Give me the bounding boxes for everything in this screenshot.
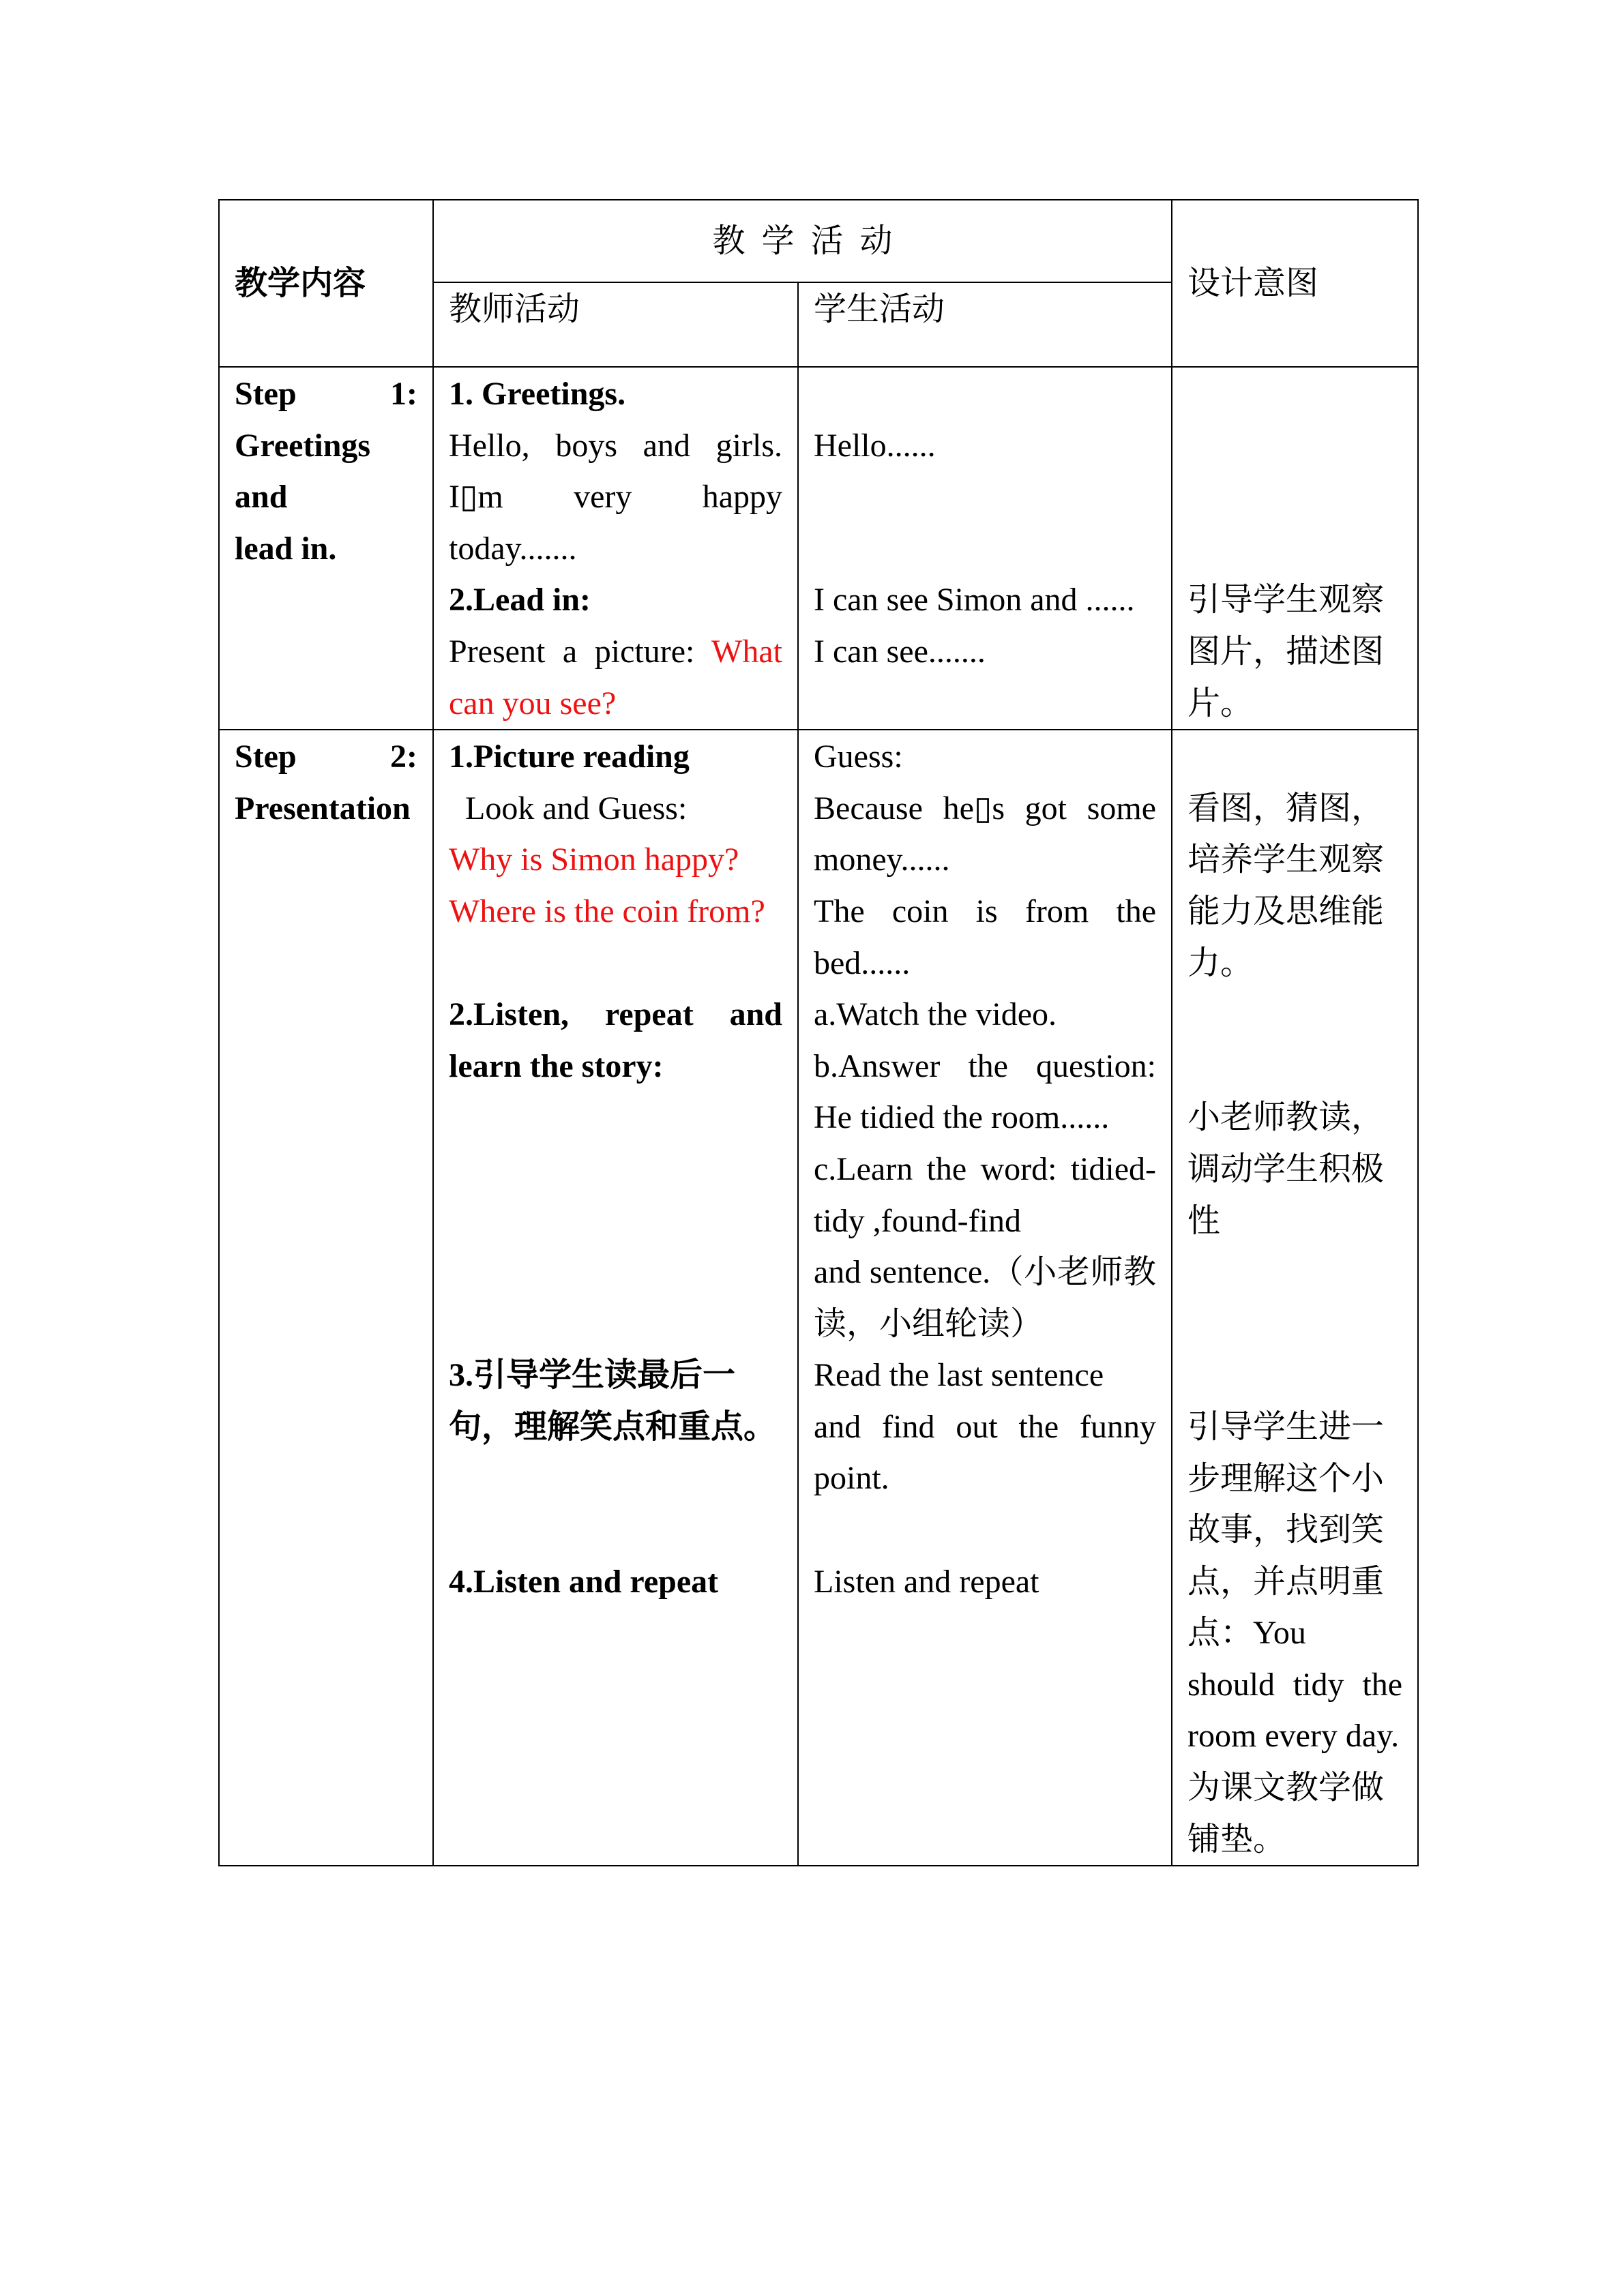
- intent-text-line: 性: [1187, 1202, 1221, 1239]
- student-text-line: Guess:: [814, 739, 903, 775]
- step2-intent-cell: [1172, 730, 1418, 1866]
- step1-teacher-cell: [433, 367, 798, 730]
- intent-text-line: 片。: [1187, 685, 1254, 721]
- spacer: [1187, 1247, 1402, 1401]
- step2-content-cell: [219, 730, 433, 1866]
- greetings-title: 1. Greetings.: [449, 376, 626, 412]
- student-text-line: c.Learn the word: tidied-: [814, 1150, 1157, 1187]
- step2-row: [219, 730, 1418, 1866]
- teacher-question-text: can you see?: [449, 685, 617, 721]
- intent-text-line: 调动学生积极: [1187, 1150, 1385, 1187]
- header-student-cell: [798, 282, 1172, 367]
- teacher-question-text: What: [711, 633, 782, 670]
- step2-label-line: Step 2:: [235, 739, 417, 775]
- student-text-line: b.Answer the question:: [814, 1047, 1157, 1084]
- intent-text-line: 为课文教学做: [1187, 1770, 1385, 1806]
- spacer: [814, 471, 1156, 574]
- step2-teacher-cell: [433, 730, 798, 1866]
- spacer: [449, 938, 782, 989]
- spacer: [1187, 368, 1402, 574]
- spacer: [449, 1453, 782, 1556]
- teacher-question-text: Why is Simon happy?: [449, 841, 739, 878]
- student-text-line: and sentence.（小老师教: [814, 1254, 1157, 1291]
- intent-text-line: 点：You: [1187, 1615, 1306, 1652]
- student-text-line: bed......: [814, 944, 911, 981]
- spacer: [1187, 989, 1402, 1092]
- step1-label-line: and: [235, 479, 288, 516]
- header-teacher-cell: [433, 282, 798, 367]
- spacer: [449, 1092, 782, 1350]
- header-intent-cell: [1172, 200, 1418, 367]
- teacher-text-line: Hello, boys and girls.: [449, 427, 782, 464]
- header-teacher-label: 教师活动: [449, 291, 580, 327]
- student-text-line: He tidied the room......: [814, 1099, 1110, 1136]
- student-text-line: Hello......: [814, 427, 936, 464]
- header-activities-label: 教 学 活 动: [712, 223, 893, 260]
- student-text-line: Listen and repeat: [814, 1563, 1039, 1600]
- intent-text-line: 小老师教读，: [1187, 1099, 1385, 1136]
- step2-label-line: Presentation: [235, 790, 411, 826]
- header-content-cell: [219, 200, 433, 367]
- student-text-line: and find out the funny: [814, 1408, 1157, 1445]
- intent-text-line: 看图，猜图，: [1187, 790, 1385, 826]
- spacer: [1187, 731, 1402, 783]
- present-picture-text: Present a picture:: [449, 633, 695, 670]
- intent-text-line: 步理解这个小: [1187, 1460, 1385, 1497]
- step1-label-line: Greetings: [235, 427, 371, 464]
- teacher-text-line: I▯m very happy: [449, 479, 782, 516]
- student-text-line: I can see.......: [814, 633, 986, 670]
- lead-in-title: 2.Lead in:: [449, 582, 591, 618]
- step1-student-cell: [798, 367, 1172, 730]
- step1-row: [219, 367, 1418, 730]
- intent-text-line: room every day.: [1187, 1718, 1400, 1755]
- student-text-line: money......: [814, 841, 950, 878]
- listen-repeat-title: 4.Listen and repeat: [449, 1563, 719, 1600]
- step2-student-cell: [798, 730, 1172, 1866]
- step1-label-line: Step 1:: [235, 376, 417, 412]
- teacher-text-line: today.......: [449, 530, 577, 567]
- intent-text-line: 故事，找到笑: [1187, 1512, 1385, 1549]
- step1-label-line: lead in.: [235, 530, 337, 567]
- student-text-line: The coin is from the: [814, 893, 1157, 929]
- table-body: [219, 200, 1418, 1866]
- intent-text-line: 点，并点明重: [1187, 1563, 1385, 1600]
- student-text-line: tidy ,found-find: [814, 1202, 1021, 1239]
- intent-text-line: 培养学生观察: [1187, 841, 1385, 878]
- look-and-guess-text: Look and Guess:: [465, 790, 688, 826]
- step1-intent-cell: [1172, 367, 1418, 730]
- teacher-question-text: Where is the coin from?: [449, 893, 765, 929]
- present-picture-line: [449, 626, 782, 678]
- intent-text-line: 力。: [1187, 944, 1254, 981]
- step1-content-cell: [219, 367, 433, 730]
- picture-reading-title: 1.Picture reading: [449, 739, 690, 775]
- student-text-line: point.: [814, 1460, 889, 1497]
- header-row: [219, 200, 1418, 282]
- guide-title: 句，理解笑点和重点。: [449, 1408, 777, 1445]
- spacer: [814, 368, 1156, 420]
- intent-text-line: 引导学生观察: [1187, 582, 1385, 618]
- header-content-label: 教学内容: [235, 265, 366, 302]
- intent-text-line: 图片，描述图: [1187, 633, 1385, 670]
- intent-text-line: 能力及思维能: [1187, 893, 1385, 929]
- student-text-line: 读，小组轮读）: [814, 1305, 1044, 1342]
- spacer: [814, 1504, 1156, 1556]
- guide-title: 3.引导学生读最后一: [449, 1357, 736, 1394]
- student-text-line: I can see Simon and ......: [814, 582, 1135, 618]
- student-text-line: Read the last sentence: [814, 1357, 1104, 1394]
- intent-text-line: should tidy the: [1187, 1666, 1403, 1703]
- lesson-plan-table: [218, 199, 1419, 1866]
- header-intent-label: 设计意图: [1187, 265, 1319, 302]
- student-text-line: a.Watch the video.: [814, 996, 1057, 1033]
- intent-text-line: 铺垫。: [1187, 1821, 1286, 1858]
- listen-repeat-learn-title: learn the story:: [449, 1047, 664, 1084]
- listen-repeat-learn-title: 2.Listen, repeat and: [449, 996, 782, 1033]
- intent-text-line: 引导学生进一: [1187, 1408, 1385, 1445]
- header-student-label: 学生活动: [814, 291, 945, 327]
- student-text-line: Because he▯s got some: [814, 790, 1157, 826]
- header-activities-cell: [433, 200, 1172, 282]
